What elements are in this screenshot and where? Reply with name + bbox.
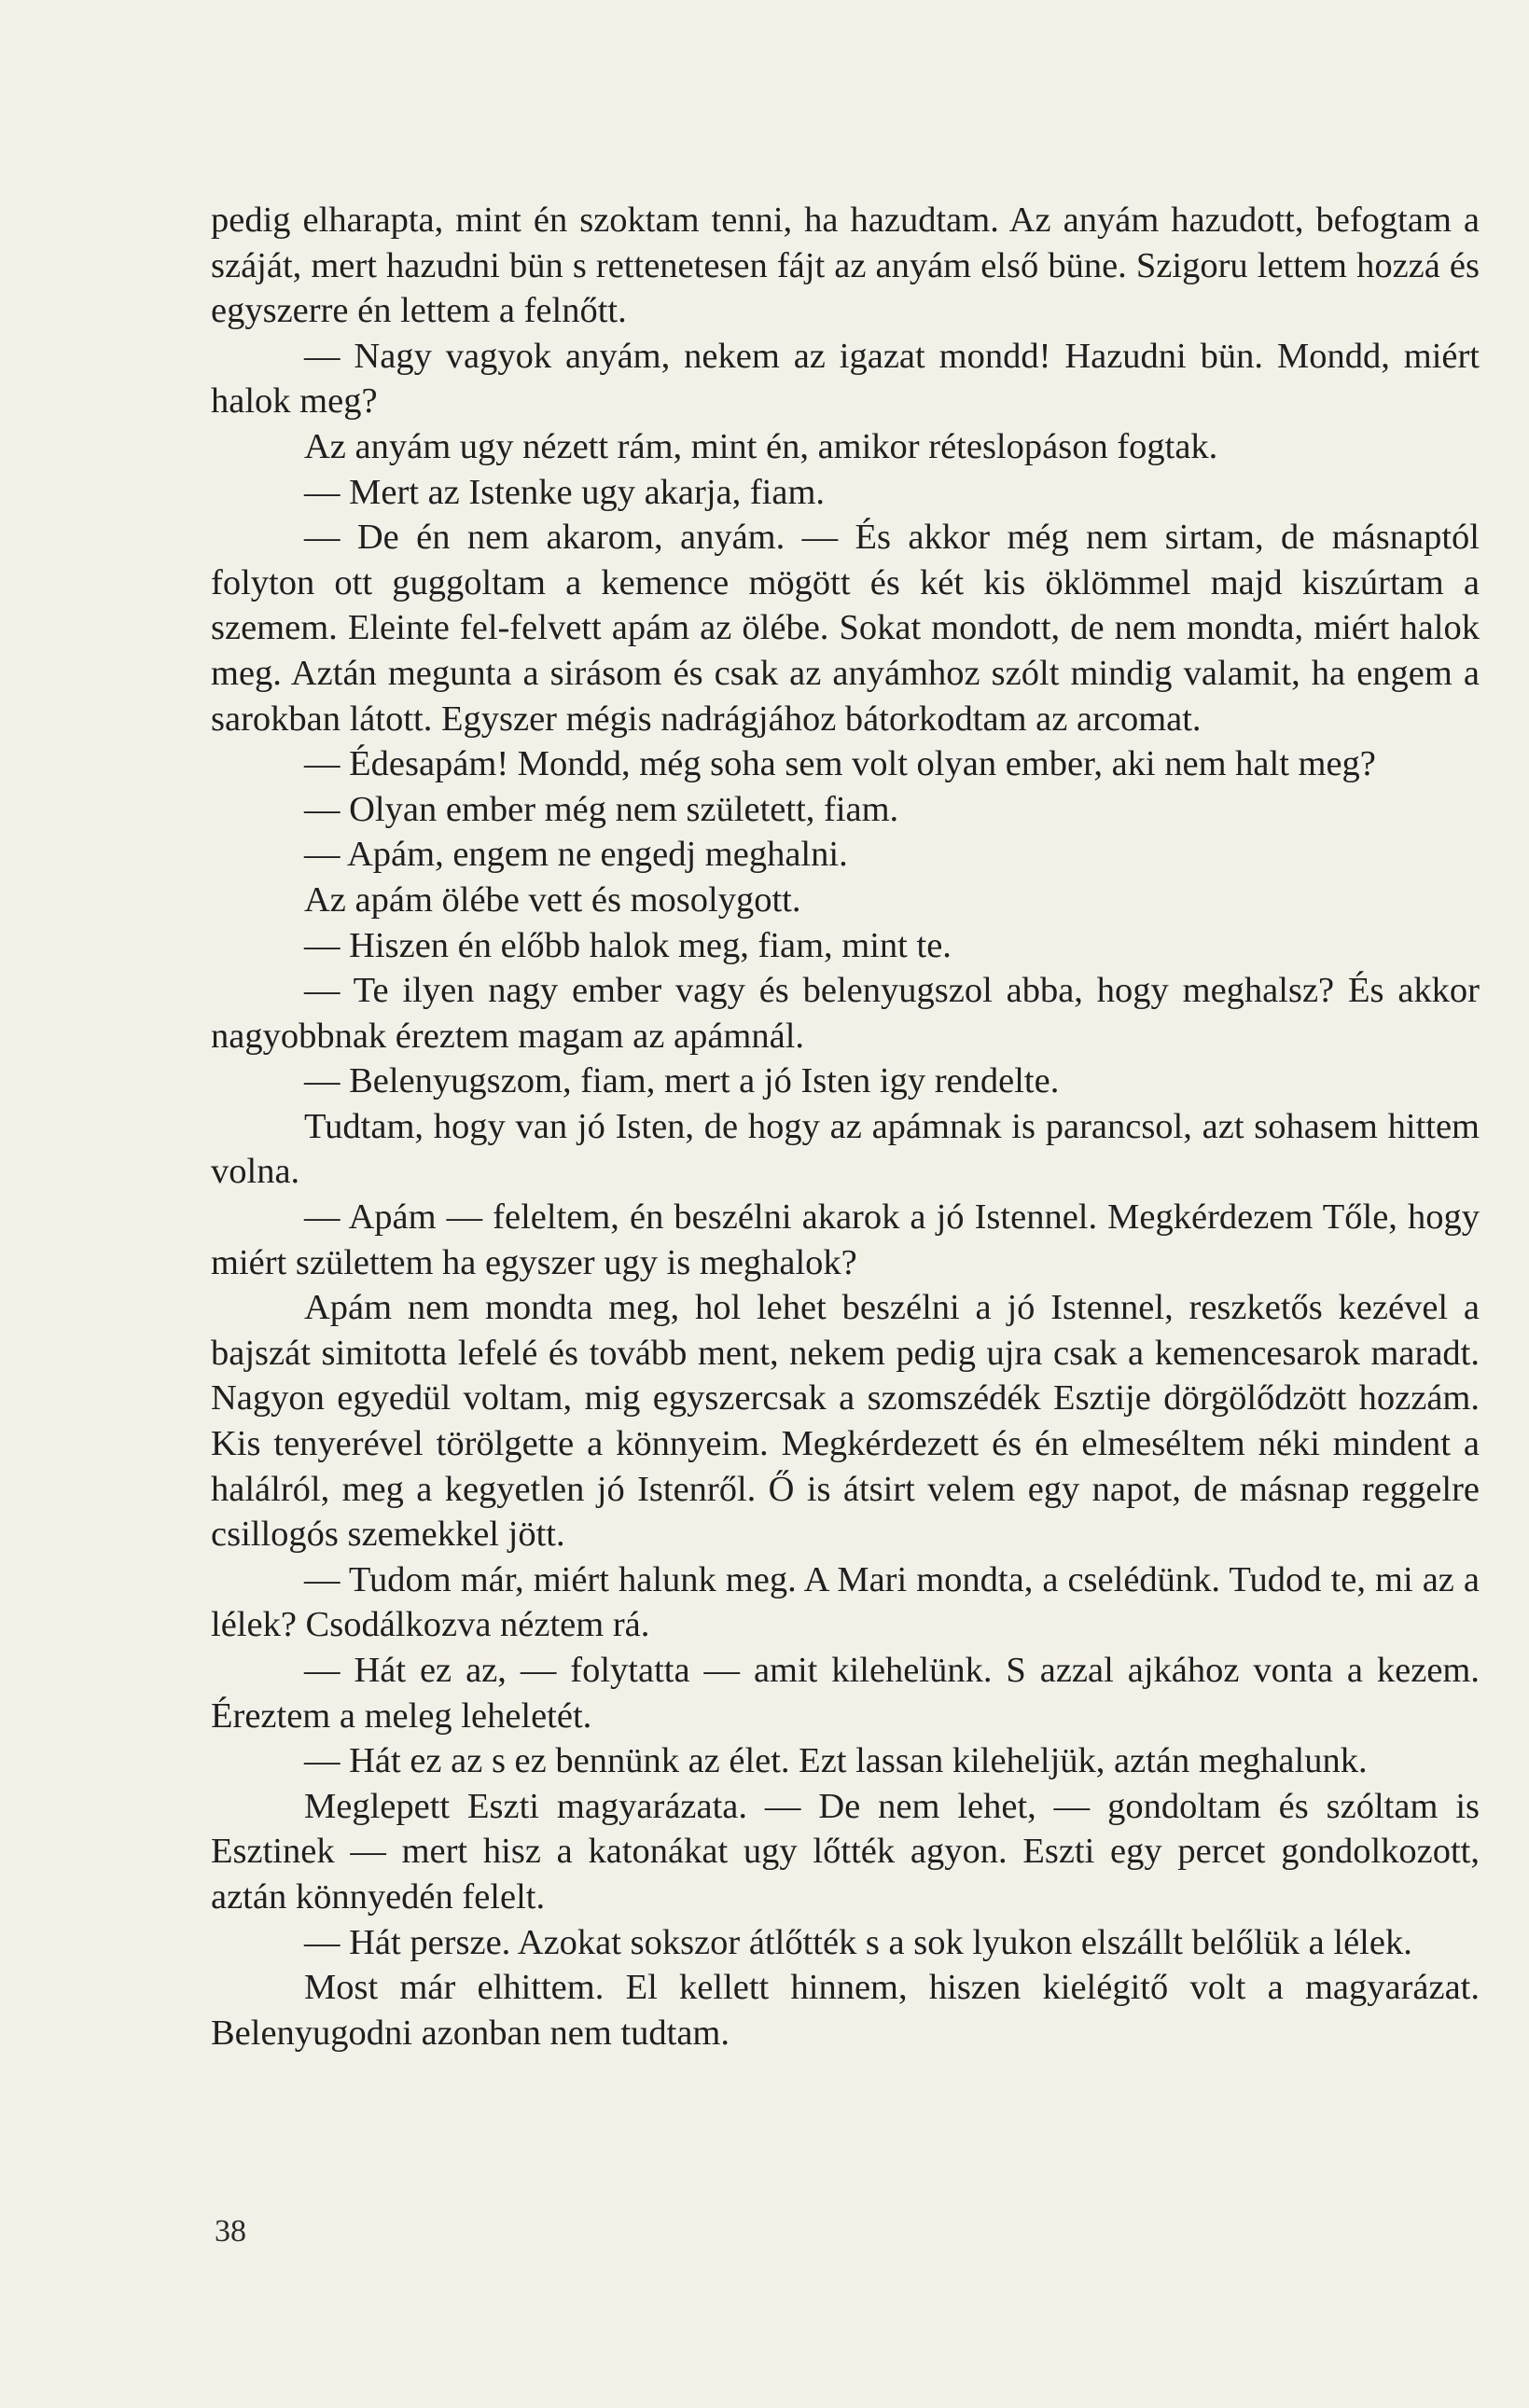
paragraph: — Te ilyen nagy ember vagy és belenyugszol abba, hogy meghalsz? És akkor nagyobbnak éreztem magam az apámnál. bbox=[211, 971, 1480, 1056]
paragraph: pedig elharapta, mint én szoktam tenni, ha hazudtam. Az anyám hazudott, befogtam a száját, mert hazudni bün s rettenetesen fájt az anyám első büne. Szigoru lettem hozzá és egyszerre én lettem a felnőtt. bbox=[211, 201, 1480, 331]
paragraph: Meglepett Eszti magyarázata. — De nem lehet, — gondoltam és szóltam is Esztinek — mert hisz a katonákat ugy lőtték agyon. Eszti egy percet gondolkozott, aztán könnyedén felelt. bbox=[211, 1786, 1480, 1917]
paragraph: — De én nem akarom, anyám. — És akkor még nem sirtam, de másnaptól folyton ott guggoltam a kemence mögött és két kis öklömmel majd kiszúrtam a szemem. Eleinte fel-felvett apám az ölébe. Sokat mondott, de nem mondta, miért halok meg. Aztán megunta a sirásom és csak az anyámhoz szólt mindig valamit, ha engem a sarokban látott. Egyszer mégis nadrágjához bátorkodtam az arcomat. bbox=[211, 518, 1480, 739]
paragraph: — Olyan ember még nem született, fiam. bbox=[304, 789, 899, 829]
paragraph: Az anyám ugy nézett rám, mint én, amikor réteslopáson fogtak. bbox=[304, 426, 1218, 466]
paragraph: — Apám, engem ne engedj meghalni. bbox=[304, 835, 848, 875]
paragraph: — Hát ez az s ez bennünk az élet. Ezt lassan kileheljük, aztán meghalunk. bbox=[304, 1741, 1368, 1781]
paragraph: — Apám — feleltem, én beszélni akarok a jó Istennel. Megkérdezem Tőle, hogy miért születtem ha egyszer ugy is meghalok? bbox=[211, 1197, 1480, 1282]
paragraph: — Tudom már, miért halunk meg. A Mari mondta, a cselédünk. Tudod te, mi az a lélek? Csodálkozva néztem rá. bbox=[211, 1559, 1480, 1645]
paragraph: Apám nem mondta meg, hol lehet beszélni a jó Istennel, reszketős kezével a bajszát simitotta lefelé és tovább ment, nekem pedig ujra csak a kemencesarok maradt. Nagyon egyedül voltam, mig egyszercsak a szomszédék Esztije dörgölődzött hozzám. Kis tenyerével törölgette a könnyeim. Megkérdezett és én elmeséltem néki mindent a halálról, meg a kegyetlen jó Istenről. Ő is átsirt velem egy napot, de másnap reggelre csillogós szemekkel jött. bbox=[211, 1288, 1480, 1555]
paragraph: Az apám ölébe vett és mosolygott. bbox=[304, 879, 801, 920]
paragraph: — Édesapám! Mondd, még soha sem volt olyan ember, aki nem halt meg? bbox=[304, 744, 1376, 784]
paragraph: — Hát ez az, — folytatta — amit kilehelünk. S azzal ajkához vonta a kezem. Éreztem a meleg leheletét. bbox=[211, 1651, 1480, 1736]
body-text bbox=[211, 198, 1480, 2055]
paragraph: — Hát persze. Azokat sokszor átlőtték s a sok lyukon elszállt belőlük a lélek. bbox=[304, 1922, 1412, 1962]
paragraph: — Mert az Istenke ugy akarja, fiam. bbox=[304, 472, 826, 512]
page-number: 38 bbox=[215, 2214, 246, 2249]
paragraph: — Hiszen én előbb halok meg, fiam, mint te. bbox=[304, 925, 952, 965]
paragraph: — Belenyugszom, fiam, mert a jó Isten igy rendelte. bbox=[304, 1061, 1060, 1101]
paragraph: — Nagy vagyok anyám, nekem az igazat mondd! Hazudni bün. Mondd, miért halok meg? bbox=[211, 336, 1480, 422]
paragraph: Most már elhittem. El kellett hinnem, hiszen kielégitő volt a magyarázat. Belenyugodni azonban nem tudtam. bbox=[211, 1968, 1480, 2053]
paragraph: Tudtam, hogy van jó Isten, de hogy az apámnak is parancsol, azt sohasem hittem volna. bbox=[211, 1106, 1480, 1192]
